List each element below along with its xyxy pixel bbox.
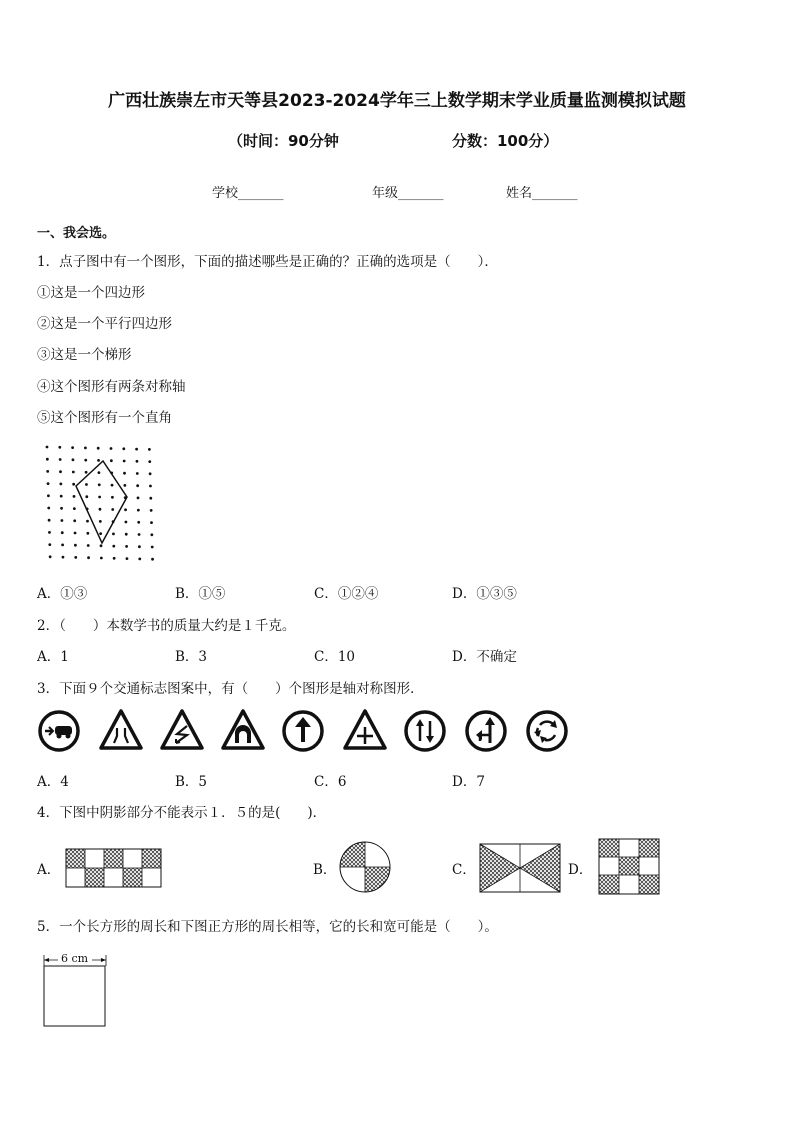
statement-5: ⑤这个图形有一个直角	[37, 410, 172, 426]
grid-dot	[61, 531, 64, 534]
q4-figure-a	[65, 848, 163, 888]
grid-dot	[49, 555, 52, 558]
question-3-stem: 3．下面９个交通标志图案中，有（ ）个图形是轴对称图形．	[37, 681, 424, 697]
grid-dot	[61, 519, 64, 522]
grid-dot	[113, 557, 116, 560]
grid-dot	[86, 520, 89, 523]
grid-dot	[85, 483, 88, 486]
grid-dot	[47, 494, 50, 497]
grid-dot	[85, 471, 88, 474]
grid-dot	[47, 482, 50, 485]
narrow-road-sign-icon	[98, 708, 144, 752]
q1-option-c[interactable]: C．①②④	[314, 586, 379, 602]
name-field: 姓名_______	[506, 186, 578, 201]
grid-dot	[62, 556, 65, 559]
grid-dot	[59, 458, 62, 461]
grid-dot	[97, 459, 100, 462]
grid-dot	[100, 557, 103, 560]
grid-dot	[61, 544, 64, 547]
grid-dot	[73, 495, 76, 498]
q3-option-d[interactable]: D．7	[452, 774, 485, 790]
grid-dot	[151, 546, 154, 549]
turn-left-sign-icon	[464, 709, 508, 753]
grid-dot	[135, 448, 138, 451]
q3-option-a[interactable]: A．4	[37, 774, 69, 790]
grid-dot	[72, 458, 75, 461]
q4-figure-d	[598, 838, 660, 896]
grid-dot	[123, 472, 126, 475]
up-arrow-sign-icon	[281, 709, 325, 753]
grid-dot	[125, 521, 128, 524]
grid-dot	[99, 508, 102, 511]
grid-dot	[110, 447, 113, 450]
grid-dot	[58, 446, 61, 449]
grid-dot	[149, 472, 152, 475]
grid-dot	[122, 447, 125, 450]
grid-dot	[148, 460, 151, 463]
grid-dot	[138, 558, 141, 561]
grid-dot	[47, 507, 50, 510]
grid-dot	[99, 532, 102, 535]
grid-dot	[73, 519, 76, 522]
grid-dot	[46, 446, 49, 449]
page-title: 广西壮族崇左市天等县2023-2024学年三上数学期末学业质量监测模拟试题	[108, 91, 686, 111]
dot-grid-kite-figure	[40, 440, 156, 564]
grid-dot	[72, 483, 75, 486]
exam-time: （时间：90分钟	[228, 132, 339, 150]
question-4-stem: 4．下图中阴影部分不能表示１．５的是( )．	[37, 805, 327, 821]
roundabout-sign-icon	[525, 709, 569, 753]
grid-dot	[149, 497, 152, 500]
statement-3: ③这是一个梯形	[37, 347, 132, 363]
grid-dot	[136, 484, 139, 487]
exam-score: 分数：100分）	[452, 132, 559, 150]
q4-option-d-label[interactable]: D．	[568, 862, 593, 878]
grid-dot	[84, 447, 87, 450]
grid-dot	[100, 544, 103, 547]
tunnel-sign-icon	[220, 708, 266, 752]
grid-dot	[98, 483, 101, 486]
grid-dot	[150, 521, 153, 524]
grid-dot	[74, 556, 77, 559]
two-way-sign-icon	[403, 709, 447, 753]
q1-option-d[interactable]: D．①③⑤	[452, 586, 517, 602]
question-1-stem: 1．点子图中有一个图形，下面的描述哪些是正确的？正确的选项是（ ）．	[37, 254, 498, 270]
grid-dot	[137, 509, 140, 512]
q2-option-b[interactable]: B．3	[175, 649, 208, 665]
q1-option-a[interactable]: A．①③	[37, 586, 88, 602]
statement-2: ②这是一个平行四边形	[37, 316, 172, 332]
grid-dot	[111, 484, 114, 487]
q2-option-d[interactable]: D．不确定	[452, 649, 517, 665]
q5-dimension-label: 6 cm	[61, 952, 89, 965]
grid-dot	[148, 448, 151, 451]
grid-dot	[48, 519, 51, 522]
grid-dot	[112, 533, 115, 536]
grade-field: 年级_______	[372, 186, 444, 201]
grid-dot	[124, 508, 127, 511]
grid-dot	[110, 459, 113, 462]
q4-figure-b	[338, 840, 392, 894]
question-5-stem: 5．一个长方形的周长和下图正方形的周长相等，它的长和宽可能是（ ）。	[37, 919, 498, 935]
grid-dot	[137, 497, 140, 500]
grid-dot	[99, 520, 102, 523]
lightning-sign-icon	[159, 708, 205, 752]
statement-4: ④这个图形有两条对称轴	[37, 379, 186, 395]
grid-dot	[137, 521, 140, 524]
grid-dot	[125, 545, 128, 548]
grid-dot	[98, 496, 101, 499]
grid-dot	[59, 470, 62, 473]
grid-dot	[48, 531, 51, 534]
q2-option-a[interactable]: A．1	[37, 649, 69, 665]
q3-option-b[interactable]: B．5	[175, 774, 208, 790]
q4-option-c-label[interactable]: C．	[452, 862, 476, 878]
grid-dot	[111, 508, 114, 511]
grid-dot	[136, 460, 139, 463]
grid-dot	[71, 446, 74, 449]
grid-dot	[97, 447, 100, 450]
grid-dot	[60, 495, 63, 498]
grid-dot	[46, 470, 49, 473]
grid-dot	[138, 533, 141, 536]
statement-1: ①这是一个四边形	[37, 285, 145, 301]
grid-dot	[149, 485, 152, 488]
q3-option-c[interactable]: C．6	[314, 774, 347, 790]
grid-dot	[111, 496, 114, 499]
grid-dot	[60, 507, 63, 510]
grid-dot	[73, 507, 76, 510]
grid-dot	[151, 558, 154, 561]
grid-dot	[136, 472, 139, 475]
grid-dot	[85, 495, 88, 498]
q4-option-a-label[interactable]: A．	[37, 862, 61, 878]
grid-dot	[74, 544, 77, 547]
grid-dot	[138, 545, 141, 548]
section-heading: 一、我会选。	[37, 226, 116, 241]
grid-dot	[48, 543, 51, 546]
crossroad-sign-icon	[342, 708, 388, 752]
grid-dot	[46, 458, 49, 461]
grid-dot	[112, 545, 115, 548]
grid-dot	[84, 459, 87, 462]
q4-figure-c	[479, 843, 561, 893]
grid-dot	[98, 471, 101, 474]
grid-dot	[59, 483, 62, 486]
grid-dot	[87, 544, 90, 547]
q2-option-c[interactable]: C．10	[314, 649, 356, 665]
grid-dot	[123, 484, 126, 487]
grid-dot	[150, 533, 153, 536]
q1-option-b[interactable]: B．①⑤	[175, 586, 226, 602]
grid-dot	[87, 556, 90, 559]
question-2-stem: 2．（ ）本数学书的质量大约是１千克。	[37, 618, 296, 634]
q4-option-b-label[interactable]: B．	[313, 862, 337, 878]
grid-dot	[86, 532, 89, 535]
grid-dot	[74, 532, 77, 535]
grid-dot	[150, 509, 153, 512]
car-turn-sign-icon	[37, 709, 81, 753]
grid-dot	[123, 460, 126, 463]
grid-dot	[126, 557, 129, 560]
school-field: 学校_______	[212, 186, 284, 201]
grid-dot	[125, 533, 128, 536]
grid-dot	[72, 471, 75, 474]
